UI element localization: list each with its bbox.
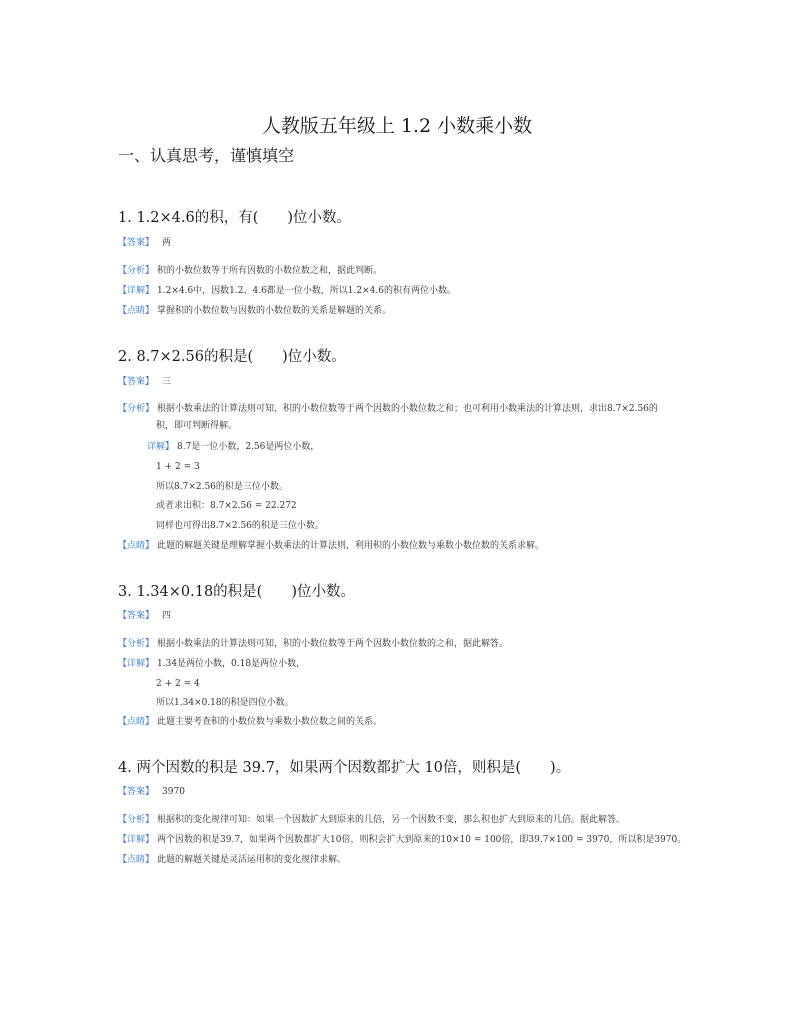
tip-tag: 【点睛】 (118, 541, 155, 551)
answer-tag: 【答案】 (118, 611, 155, 621)
q1-analysis: 【分析】 积的小数位数等于所有因数的小数位数之和，据此判断。 (118, 266, 383, 276)
q1-detail: 【详解】 1.2×4.6中，因数1.2、4.6都是一位小数，所以1.2×4.6的积有两位小数。 (118, 286, 456, 296)
q3-tip: 【点睛】 此题主要考查积的小数位数与乘数小数位数之间的关系。 (118, 717, 383, 727)
q2-answer: 【答案】 三 (118, 377, 172, 387)
tip-tag: 【点睛】 (118, 306, 155, 316)
section-heading: 一、认真思考，谨慎填空 (118, 146, 295, 165)
q4-detail: 【详解】 两个因数的积是39.7，如果两个因数都扩大10倍，则积会扩大到原来的10×10 = 100倍，即39.7×100 = 3970，所以积是3970。 (118, 835, 687, 845)
q3-detail-step: 2 + 2 = 4 (156, 679, 200, 689)
q3-analysis: 【分析】 根据小数乘法的计算法则可知，积的小数位数等于两个因数小数位数的之和，据此解答。 (118, 639, 509, 649)
detail-tag: 详解】 (147, 442, 175, 452)
page-title: 人教版五年级上 1.2 小数乘小数 (261, 115, 533, 137)
q1-tip: 【点睛】 掌握积的小数位数与因数的小数位数的关系是解题的关系。 (118, 306, 392, 316)
q2-detail-step: 1 + 2 = 3 (156, 462, 200, 472)
q2-detail-alt: 或者求出积：8.7×2.56 = 22.272 (156, 501, 297, 511)
analysis-tag: 【分析】 (118, 404, 155, 414)
q3-detail: 【详解】 1.34是两位小数，0.18是两位小数， (118, 659, 306, 669)
analysis-tag: 【分析】 (118, 815, 155, 825)
q4-analysis: 【分析】 根据积的变化规律可知：如果一个因数扩大到原来的几倍，另一个因数不变，那么积也扩大到原来的几倍。据此解答。 (118, 815, 626, 825)
detail-tag: 【详解】 (118, 835, 155, 845)
question-4: 4. 两个因数的积是 39.7，如果两个因数都扩大 10倍，则积是( )。 (118, 760, 571, 776)
tip-tag: 【点睛】 (118, 717, 155, 727)
analysis-tag: 【分析】 (118, 639, 155, 649)
question-1: 1. 1.2×4.6的积，有( )位小数。 (118, 210, 352, 226)
q2-tip: 【点睛】 此题的解题关键是理解掌握小数乘法的计算法则，利用积的小数位数与乘数小数位数的关系求解。 (118, 541, 545, 551)
analysis-tag: 【分析】 (118, 266, 155, 276)
q2-detail: 详解】 8.7是一位小数，2.56是两位小数， (147, 442, 320, 452)
q4-tip: 【点睛】 此题的解题关键是灵活运用积的变化规律求解。 (118, 855, 347, 865)
question-3: 3. 1.34×0.18的积是( )位小数。 (118, 584, 355, 600)
detail-tag: 【详解】 (118, 286, 155, 296)
detail-tag: 【详解】 (118, 659, 155, 669)
q1-answer: 【答案】 两 (118, 238, 172, 248)
tip-tag: 【点睛】 (118, 855, 155, 865)
q3-detail-conclusion: 所以1.34×0.18的积是四位小数。 (156, 698, 294, 708)
answer-tag: 【答案】 (118, 238, 155, 248)
q2-detail-alt-conclusion: 同样也可得出8.7×2.56的积是三位小数。 (156, 521, 324, 531)
q2-detail-conclusion: 所以8.7×2.56的积是三位小数。 (156, 482, 288, 492)
q3-answer: 【答案】 四 (118, 611, 172, 621)
q2-analysis: 【分析】 根据小数乘法的计算法则可知，积的小数位数等于两个因数的小数位数之和；也可利用小数乘法的计算法则，求出8.7×2.56的 (118, 404, 658, 414)
answer-tag: 【答案】 (118, 787, 155, 797)
answer-tag: 【答案】 (118, 377, 155, 387)
q2-analysis-cont: 积，即可判断得解。 (156, 421, 238, 431)
q4-answer: 【答案】 3970 (118, 787, 185, 797)
question-2: 2. 8.7×2.56的积是( )位小数。 (118, 349, 346, 365)
